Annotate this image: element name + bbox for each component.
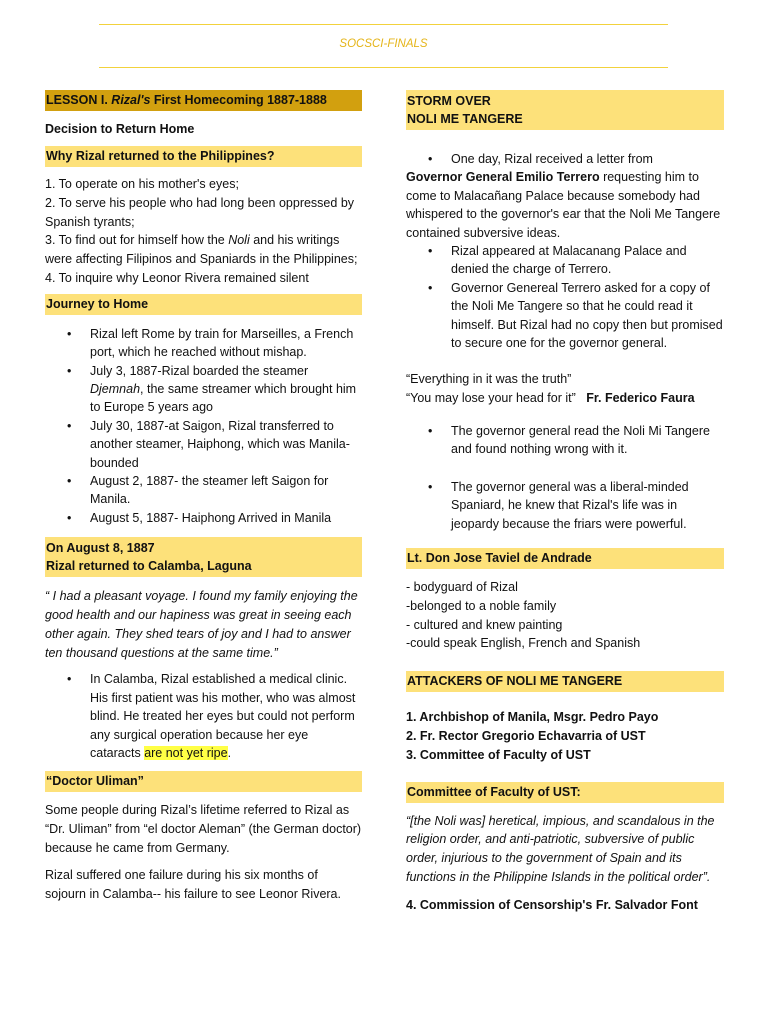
highlighted-text: are not yet ripe — [144, 746, 228, 761]
list-item: • In Calamba, Rizal established a medical clinic. His first patient was his mother, who was almost blind. He treated her eyes but could not perform any surgical operation because her eye cataracts are not yet ripe. — [67, 672, 356, 761]
bullet-icon: • — [67, 363, 72, 378]
bullet-icon: • — [67, 474, 72, 489]
header-bottom-rule — [99, 67, 668, 68]
left-column — [45, 90, 362, 903]
uliman-paragraph: Some people during Rizal’s lifetime referred to Rizal as “Dr. Uliman” from “el doctor Aleman” (the German doctor) because he came from Germany. — [45, 803, 362, 856]
bullet-icon: • — [428, 424, 433, 439]
storm-list — [406, 150, 724, 352]
uliman-heading: “Doctor Uliman” — [45, 771, 362, 792]
list-item: -belonged to a noble family — [406, 598, 557, 613]
list-item: • July 30, 1887-at Saigon, Rizal transferred to another steamer, Haiphong, which was Manila-bounded — [67, 418, 350, 470]
clinic-list — [45, 670, 362, 762]
reasons-list — [45, 175, 362, 288]
bullet-icon: • — [428, 280, 433, 295]
reason-item: 1. To operate on his mother's eyes; — [45, 177, 239, 191]
list-item: 3. Committee of Faculty of UST — [406, 747, 591, 762]
reason-item: 4. To inquire why Leonor Rivera remained silent — [45, 270, 309, 285]
list-item: • Governor Genereal Terrero asked for a copy of the Noli Me Tangere so that he could read it himself. But Rizal had no copy then but promised to secure one for the governor general. — [428, 280, 723, 351]
reason-item: 3. To find out for himself how the Noli and his writings were affecting Filipinos and Spaniards in the Philippines; — [45, 233, 358, 267]
bullet-icon: • — [67, 418, 72, 433]
list-item: 1. Archbishop of Manila, Msgr. Pedro Payo — [406, 710, 659, 725]
homecoming-quote: “ I had a pleasant voyage. I found my family enjoying the good health and our hapiness was great in seeing each other again. They shed tears of joy and I had to answer ten thousand questions at the same time.” — [45, 589, 358, 660]
governor-list — [406, 422, 724, 533]
faura-name: Fr. Federico Faura — [586, 391, 695, 406]
bullet-icon: • — [428, 244, 433, 259]
taviel-list — [406, 578, 724, 653]
right-column — [406, 90, 724, 915]
list-item: • One day, Rizal received a letter from Governor General Emilio Terrero requesting him to come to Malacañang Palace because somebody had whispered to the governor's ear that the Noli Me Tangere contained subversive ideas. — [406, 152, 721, 240]
lesson-heading: LESSON I. Rizal's First Homecoming 1887-1888 — [45, 90, 362, 111]
list-item: - bodyguard of Rizal — [406, 580, 518, 595]
censorship-item: 4. Commission of Censorship's Fr. Salvador Font — [406, 897, 698, 912]
bullet-icon: • — [67, 510, 72, 525]
bullet-icon: • — [428, 479, 433, 494]
failure-paragraph: Rizal suffered one failure during his six months of sojourn in Calamba-- his failure to see Leonor Rivera. — [45, 867, 341, 901]
bullet-icon: • — [428, 152, 433, 166]
decision-heading: Decision to Return Home — [45, 122, 195, 136]
list-item: -could speak English, French and Spanish — [406, 636, 641, 651]
taviel-heading: Lt. Don Jose Taviel de Andrade — [406, 548, 724, 569]
header-top-rule — [99, 24, 668, 25]
attackers-list — [406, 708, 724, 764]
reason-item: 2. To serve his people who had long been oppressed by Spanish tyrants; — [45, 195, 355, 229]
committee-heading: Committee of Faculty of UST: — [406, 782, 724, 803]
faura-quote: “Everything in it was the truth” “You may lose your head for it” Fr. Federico Faura — [406, 372, 695, 406]
header-title: SOCSCI-FINALS — [339, 38, 428, 50]
list-item: • July 3, 1887-Rizal boarded the steamer Djemnah, the same streamer which brought him to Europe 5 years ago — [67, 363, 357, 415]
journey-list — [45, 325, 362, 527]
list-item: • Rizal left Rome by train for Marseilles, a French port, which he reached without mishap. — [67, 326, 354, 360]
why-heading: Why Rizal returned to the Philippines? — [45, 146, 362, 167]
august-heading: On August 8, 1887 Rizal returned to Calamba, Laguna — [45, 537, 362, 577]
list-item: • Rizal appeared at Malacanang Palace and denied the charge of Terrero. — [428, 244, 687, 277]
list-item: • August 2, 1887- the steamer left Saigon for Manila. — [67, 474, 329, 507]
bullet-icon: • — [67, 326, 72, 341]
storm-heading: STORM OVER NOLI ME TANGERE — [406, 90, 724, 130]
bullet-icon: • — [67, 672, 72, 687]
list-item: • The governor general read the Noli Mi Tangere and found nothing wrong with it. — [428, 424, 710, 457]
list-item: • The governor general was a liberal-minded Spaniard, he knew that Rizal's life was in jeopardy because the friars were powerful. — [428, 479, 689, 531]
committee-quote: “[the Noli was] heretical, impious, and scandalous in the religion order, and anti-patriotic, subversive of public order, injurious to the government of Spain and its functions in the Philippine Islands in the political order”. — [406, 813, 715, 885]
list-item: 2. Fr. Rector Gregorio Echavarria of UST — [406, 729, 646, 744]
journey-heading: Journey to Home — [45, 294, 362, 315]
list-item: - cultured and knew painting — [406, 617, 563, 632]
list-item: • August 5, 1887- Haiphong Arrived in Manila — [45, 509, 362, 527]
attackers-heading: ATTACKERS OF NOLI ME TANGERE — [406, 671, 724, 692]
